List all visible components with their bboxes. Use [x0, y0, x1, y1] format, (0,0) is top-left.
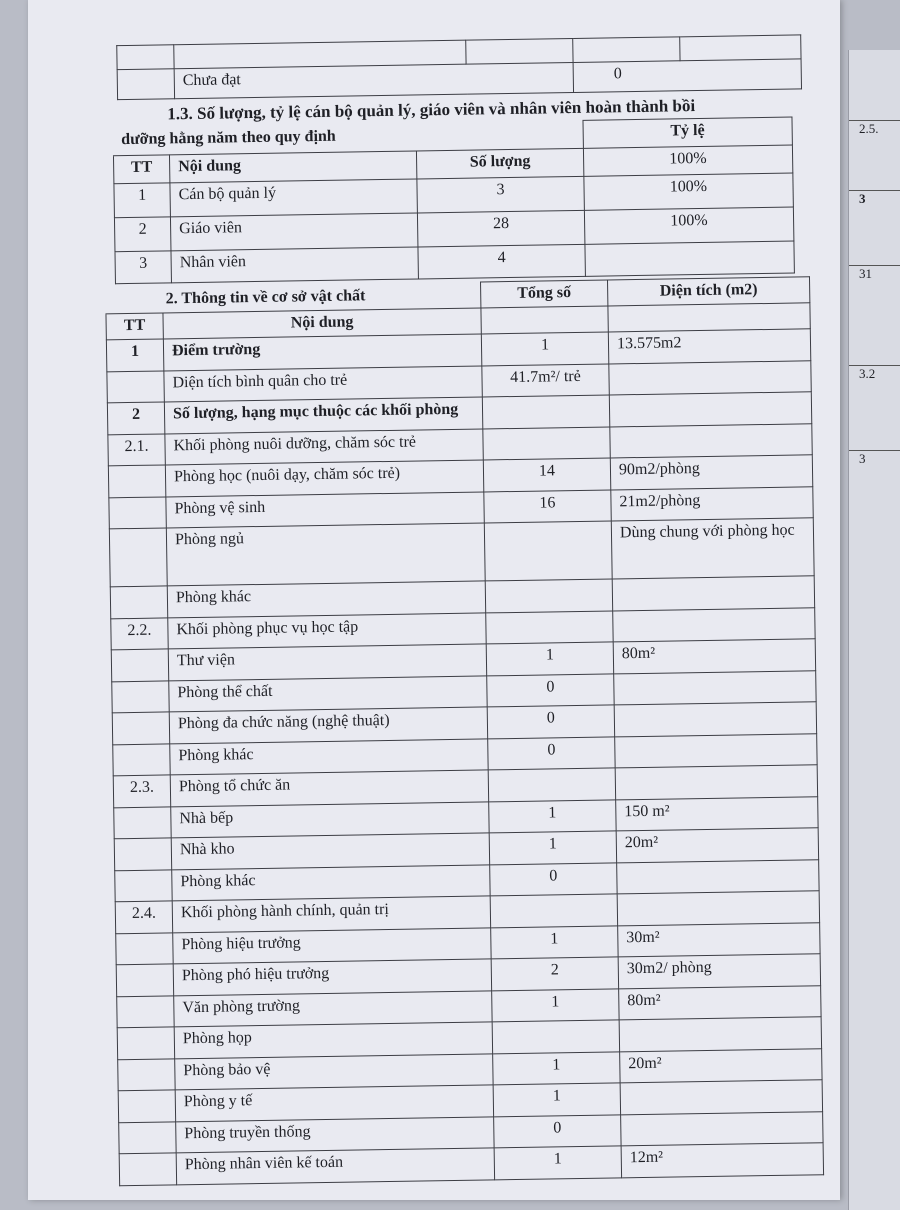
row-tt	[112, 712, 169, 744]
row-content: Phòng thể chất	[169, 675, 487, 711]
row-area: 30m²	[618, 922, 820, 957]
top-row-table	[116, 34, 802, 100]
row-total: 16	[484, 489, 611, 522]
row-area: 80m²	[613, 639, 815, 674]
next-page-label: 31	[849, 265, 900, 282]
section-1-3-table	[113, 117, 795, 285]
row-total: 1	[494, 1146, 621, 1179]
row-area	[620, 1080, 822, 1115]
row-area	[619, 1017, 821, 1052]
row-total: 1	[491, 925, 618, 958]
rate-cell: 100%	[583, 145, 793, 176]
row-total: 1	[486, 642, 613, 675]
row-area: 150 m²	[616, 796, 818, 831]
header-tt: TT	[113, 155, 170, 184]
row-content: Phòng phó hiệu trưởng	[173, 959, 491, 995]
row-tt: 2.3.	[113, 775, 170, 807]
row-area: 20m²	[616, 828, 818, 863]
row-total: 1	[493, 1051, 620, 1084]
row-tt: 2	[114, 217, 171, 252]
row-content: Phòng y tế	[175, 1085, 493, 1121]
row-tt: 2.1.	[108, 433, 165, 465]
row-total: 0	[487, 673, 614, 706]
row-total: 1	[489, 831, 616, 864]
row-area	[609, 360, 811, 395]
row-area	[617, 859, 819, 894]
row-content: Số lượng, hạng mục thuộc các khối phòng	[164, 397, 482, 433]
row-area: 12m²	[621, 1143, 823, 1178]
row-count: 28	[418, 210, 585, 247]
row-tt	[119, 1121, 176, 1153]
rate-cell: 100%	[584, 207, 794, 244]
row-total: 1	[481, 332, 608, 365]
row-tt	[115, 869, 172, 901]
row-total	[490, 894, 617, 927]
header-content: Nội dung	[170, 151, 418, 183]
row-total: 0	[494, 1114, 621, 1147]
row-area	[614, 670, 816, 705]
row-content: Cán bộ quản lý	[170, 179, 418, 217]
row-total	[486, 610, 613, 643]
row-tt	[109, 496, 166, 528]
row-tt	[110, 586, 167, 618]
rate-cell: 100%	[584, 173, 794, 210]
row-tt	[109, 528, 167, 587]
row-tt	[116, 932, 173, 964]
header-count: Số lượng	[417, 148, 584, 179]
row-tt	[117, 1027, 174, 1059]
row-total	[484, 521, 612, 581]
row-content: Khối phòng hành chính, quản trị	[172, 896, 490, 932]
row-tt: 2.4.	[115, 901, 172, 933]
header-area: Diện tích (m2)	[607, 277, 809, 306]
section-1-3-heading-cont: dưỡng hằng năm theo quy định	[113, 120, 583, 155]
row-content: Thư viện	[168, 644, 486, 680]
row-area: 21m2/phòng	[611, 486, 813, 521]
section-2-heading: 2. Thông tin về cơ sở vật chất	[106, 282, 481, 314]
row-content: Phòng truyền thống	[176, 1116, 494, 1152]
next-page-label: 3	[849, 450, 900, 467]
row-area	[614, 702, 816, 737]
row-tt: 1	[114, 183, 171, 218]
row-content: Nhà bếp	[171, 801, 489, 837]
row-area	[613, 607, 815, 642]
row-area: 20m²	[620, 1048, 822, 1083]
row-tt	[112, 680, 169, 712]
row-total: 14	[483, 458, 610, 491]
row-tt	[111, 649, 168, 681]
row-area: 13.575m2	[608, 329, 810, 364]
row-content: Phòng vệ sinh	[166, 491, 484, 527]
header-tt: TT	[106, 313, 163, 340]
row-area: Dùng chung với phòng học	[611, 518, 814, 579]
row-area	[617, 891, 819, 926]
row-count: 3	[417, 176, 584, 213]
row-tt	[118, 1090, 175, 1122]
row-tt	[108, 465, 165, 497]
row-area	[609, 392, 811, 427]
row-area	[621, 1111, 823, 1146]
row-total	[482, 395, 609, 428]
row-tt: 2	[107, 402, 164, 434]
row-area: 30m2/ phòng	[618, 954, 820, 989]
row-content: Phòng khác	[170, 738, 488, 774]
row-content: Phòng bảo vệ	[175, 1053, 493, 1089]
row-content: Khối phòng phục vụ học tập	[168, 612, 486, 648]
next-page-label: 3.2	[849, 365, 900, 382]
row-content: Phòng khác	[172, 864, 490, 900]
row-area: 80m²	[619, 985, 821, 1020]
row-content: Phòng tổ chức ăn	[170, 770, 488, 806]
row-tt	[119, 1153, 176, 1185]
section-1-3-heading: 1.3. Số lượng, tỷ lệ cán bộ quản lý, giáo viên và nhân viên hoàn thành bồi	[167, 96, 696, 124]
row-tt	[114, 806, 171, 838]
row-total: 41.7m²/ trẻ	[482, 363, 609, 396]
row-content: Diện tích bình quân cho trẻ	[164, 365, 482, 401]
row-total: 0	[487, 705, 614, 738]
row-content: Phòng ngủ	[166, 523, 485, 586]
row-total: 1	[489, 799, 616, 832]
row-tt	[113, 743, 170, 775]
top-row-value: 0	[573, 59, 801, 93]
row-total: 2	[491, 957, 618, 990]
row-content: Phòng khác	[167, 581, 485, 617]
row-area	[612, 576, 814, 611]
row-content: Giáo viên	[171, 213, 419, 251]
row-content: Khối phòng nuôi dưỡng, chăm sóc trẻ	[165, 428, 483, 464]
row-area	[615, 733, 817, 768]
row-tt: 1	[106, 339, 163, 371]
row-tt	[114, 838, 171, 870]
row-tt	[116, 964, 173, 996]
row-total: 1	[493, 1083, 620, 1116]
row-content: Phòng đa chức năng (nghệ thuật)	[169, 707, 487, 743]
header-rate: Tỷ lệ	[583, 117, 793, 148]
next-page-label: 3	[849, 190, 900, 207]
row-content: Văn phòng trường	[174, 990, 492, 1026]
row-total: 0	[490, 862, 617, 895]
row-tt	[117, 995, 174, 1027]
row-total	[485, 579, 612, 612]
row-area	[610, 423, 812, 458]
row-tt	[107, 370, 164, 402]
next-page-label: 2.5.	[849, 120, 900, 137]
row-total	[488, 768, 615, 801]
row-content: Nhân viên	[171, 247, 419, 283]
top-row-label: Chưa đạt	[174, 63, 573, 99]
row-total	[483, 426, 610, 459]
row-content: Phòng hiệu trưởng	[173, 927, 491, 963]
row-area	[615, 765, 817, 800]
row-total	[492, 1020, 619, 1053]
row-content: Phòng nhân viên kế toán	[176, 1148, 494, 1184]
row-tt	[118, 1058, 175, 1090]
row-area: 90m2/phòng	[610, 455, 812, 490]
row-total: 1	[492, 988, 619, 1021]
row-total: 0	[488, 736, 615, 769]
row-content: Nhà kho	[171, 833, 489, 869]
row-tt: 3	[115, 251, 172, 284]
row-content: Phòng học (nuôi dạy, chăm sóc trẻ)	[165, 460, 483, 496]
section-2-table	[105, 276, 824, 1185]
header-content: Nội dung	[163, 308, 481, 339]
row-count: 4	[418, 244, 585, 279]
header-total: Tổng số	[481, 280, 608, 308]
row-tt: 2.2.	[111, 617, 168, 649]
row-content: Phòng họp	[174, 1022, 492, 1058]
row-content: Điểm trường	[163, 334, 481, 370]
